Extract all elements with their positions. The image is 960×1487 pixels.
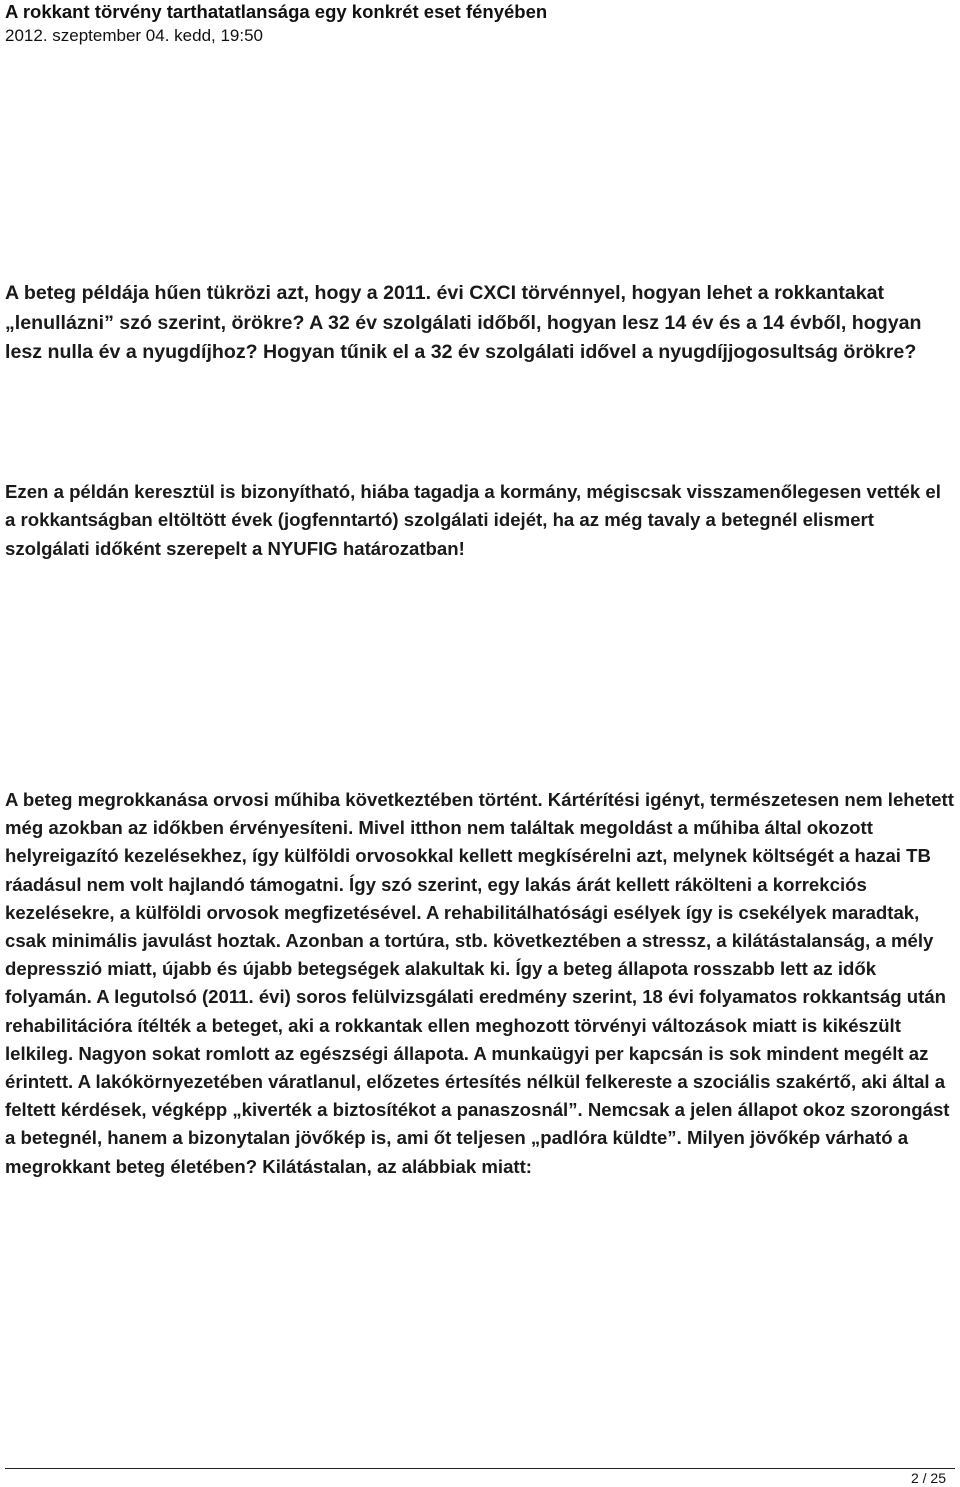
page-number: 2 / 25 (910, 1470, 946, 1486)
footer-divider (5, 1468, 955, 1469)
document-title: A rokkant törvény tarthatatlansága egy konkrét eset fényében (5, 1, 548, 22)
paragraph-case-history: A beteg megrokkanása orvosi műhiba következtében történt. Kártérítési igényt, természetesen nem lehetett még azokban az időkben érvényesíteni. Mivel itthon nem találtak megoldást a műhiba által okozott helyreigazító kezelésekhez, így külföldi orvosokkal kellett megkísérelni azt, melynek költségét a hazai TB ráadásul nem volt hajlandó támogatni. Így szó szerint, egy lakás árát kellett rákölteni a korrekciós kezelésekre, a külföldi orvosok megfizetésével. A rehabilitálhatósági esélyek így is csekélyek maradtak, csak minimális javulást hoztak. Azonban a tortúra, stb. következtében a stressz, a kilátástalanság, a mély depresszió miatt, újabb és újabb betegségek alakultak ki. Így a beteg állapota rosszabb lett az idők folyamán. A legutolsó (2011. évi) soros felülvizsgálati eredmény szerint, 18 évi folyamatos rokkantság után rehabilitációra ítélték a beteget, aki a rokkantak ellen meghozott törvényi változások miatt is kikészült lelkileg. Nagyon sokat romlott az egészségi állapota. A munkaügyi per kapcsán is sok mindent megélt az érintett. A lakókörnyezetében váratlanul, előzetes értesítés nélkül felkereste a szociális szakértő, aki által a feltett kérdések, végképp „kiverték a biztosítékot a panaszosnál”. Nemcsak a jelen állapot okoz szorongást a betegnél, hanem a bizonytalan jövőkép is, ami őt teljesen „padlóra küldte”. Milyen jövőkép várható a megrokkant beteg életében? Kilátástalan, az alábbiak miatt: (5, 789, 954, 1177)
publication-date: 2012. szeptember 04. kedd, 19:50 (5, 26, 264, 45)
document-header (5, 0, 955, 48)
paragraph-intro: A beteg példája hűen tükrözi azt, hogy a 2011. évi CXCI törvénnyel, hogyan lehet a rokkantakat „lenullázni” szó szerint, örökre? A 32 év szolgálati időből, hogyan lesz 14 év és a 14 évből, hogyan lesz nulla év a nyugdíjhoz? Hogyan tűnik el a 32 év szolgálati idővel a nyugdíjjogosultság örökre? (5, 282, 922, 363)
paragraph-evidence: Ezen a példán keresztül is bizonyítható, hiába tagadja a kormány, mégiscsak visszamenőlegesen vették el a rokkantságban eltöltött évek (jogfenntartó) szolgálati idejét, ha az még tavaly a betegnél elismert szolgálati időként szerepelt a NYUFIG határozatban! (5, 481, 941, 559)
